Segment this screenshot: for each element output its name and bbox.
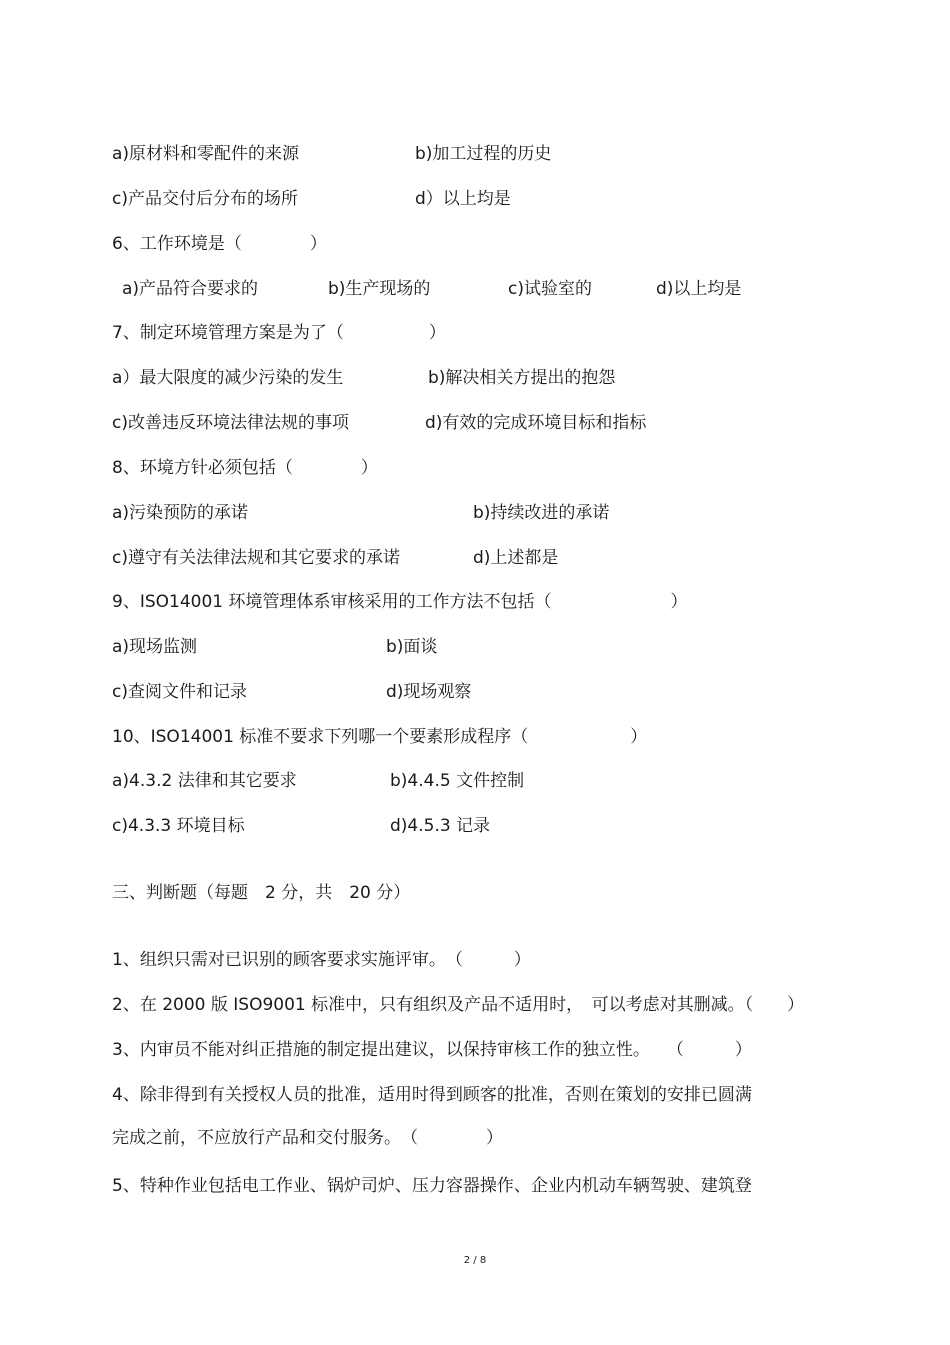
q6-question: 6、工作环境是（ ） (112, 234, 327, 254)
section-heading: 三、判断题（每题 2 分，共 20 分） (112, 883, 411, 903)
q5-option-a: a)原材料和零配件的来源 (112, 144, 300, 164)
q10-question: 10、ISO14001 标准不要求下列哪一个要素形成程序（ ） (112, 727, 648, 747)
q5-option-d: d）以上均是 (415, 189, 511, 209)
q7-option-c: c)改善违反环境法律法规的事项 (112, 413, 349, 433)
page-number: 2 / 8 (463, 1255, 487, 1266)
tf-item-5: 5、特种作业包括电工作业、锅炉司炉、压力容器操作、企业内机动车辆驾驶、建筑登 (112, 1176, 752, 1196)
tf-item-4: 4、除非得到有关授权人员的批准，适用时得到顾客的批准，否则在策划的安排已圆满 (112, 1085, 752, 1105)
q10-option-a: a)4.3.2 法律和其它要求 (112, 771, 297, 791)
tf-item-4-continued: 完成之前，不应放行产品和交付服务。 （ ） (112, 1128, 503, 1148)
q9-option-b: b)面谈 (386, 637, 438, 657)
q6-option-b: b)生产现场的 (328, 279, 431, 299)
q8-option-b: b)持续改进的承诺 (473, 503, 610, 523)
tf-item-1: 1、组织只需对已识别的顾客要求实施评审。 （ ） (112, 950, 531, 970)
q9-question: 9、ISO14001 环境管理体系审核采用的工作方法不包括（ ） (112, 592, 688, 612)
q8-option-a: a)污染预防的承诺 (112, 503, 249, 523)
q6-option-c: c)试验室的 (508, 279, 592, 299)
q7-question: 7、制定环境管理方案是为了（ ） (112, 323, 446, 343)
tf-item-3: 3、内审员不能对纠正措施的制定提出建议，以保持审核工作的独立性。 （ ） (112, 1040, 752, 1060)
q8-option-c: c)遵守有关法律法规和其它要求的承诺 (112, 548, 400, 568)
q5-option-c: c)产品交付后分布的场所 (112, 189, 298, 209)
q8-question: 8、环境方针必须包括（ ） (112, 458, 378, 478)
q8-option-d: d)上述都是 (473, 548, 559, 568)
q7-option-b: b)解决相关方提出的抱怨 (428, 368, 616, 388)
q7-option-d: d)有效的完成环境目标和指标 (425, 413, 647, 433)
q9-option-d: d)现场观察 (386, 682, 472, 702)
q10-option-d: d)4.5.3 记录 (390, 816, 491, 836)
q6-option-a: a)产品符合要求的 (122, 279, 259, 299)
q10-option-b: b)4.4.5 文件控制 (390, 771, 525, 791)
q9-option-c: c)查阅文件和记录 (112, 682, 247, 702)
q6-option-d: d)以上均是 (656, 279, 742, 299)
q7-option-a: a）最大限度的减少污染的发生 (112, 368, 344, 388)
tf-item-2: 2、在 2000 版 ISO9001 标准中，只有组织及产品不适用时， 可以考虑对其删减。（ ） (112, 995, 805, 1015)
q5-option-b: b)加工过程的历史 (415, 144, 552, 164)
q9-option-a: a)现场监测 (112, 637, 198, 657)
q10-option-c: c)4.3.3 环境目标 (112, 816, 245, 836)
